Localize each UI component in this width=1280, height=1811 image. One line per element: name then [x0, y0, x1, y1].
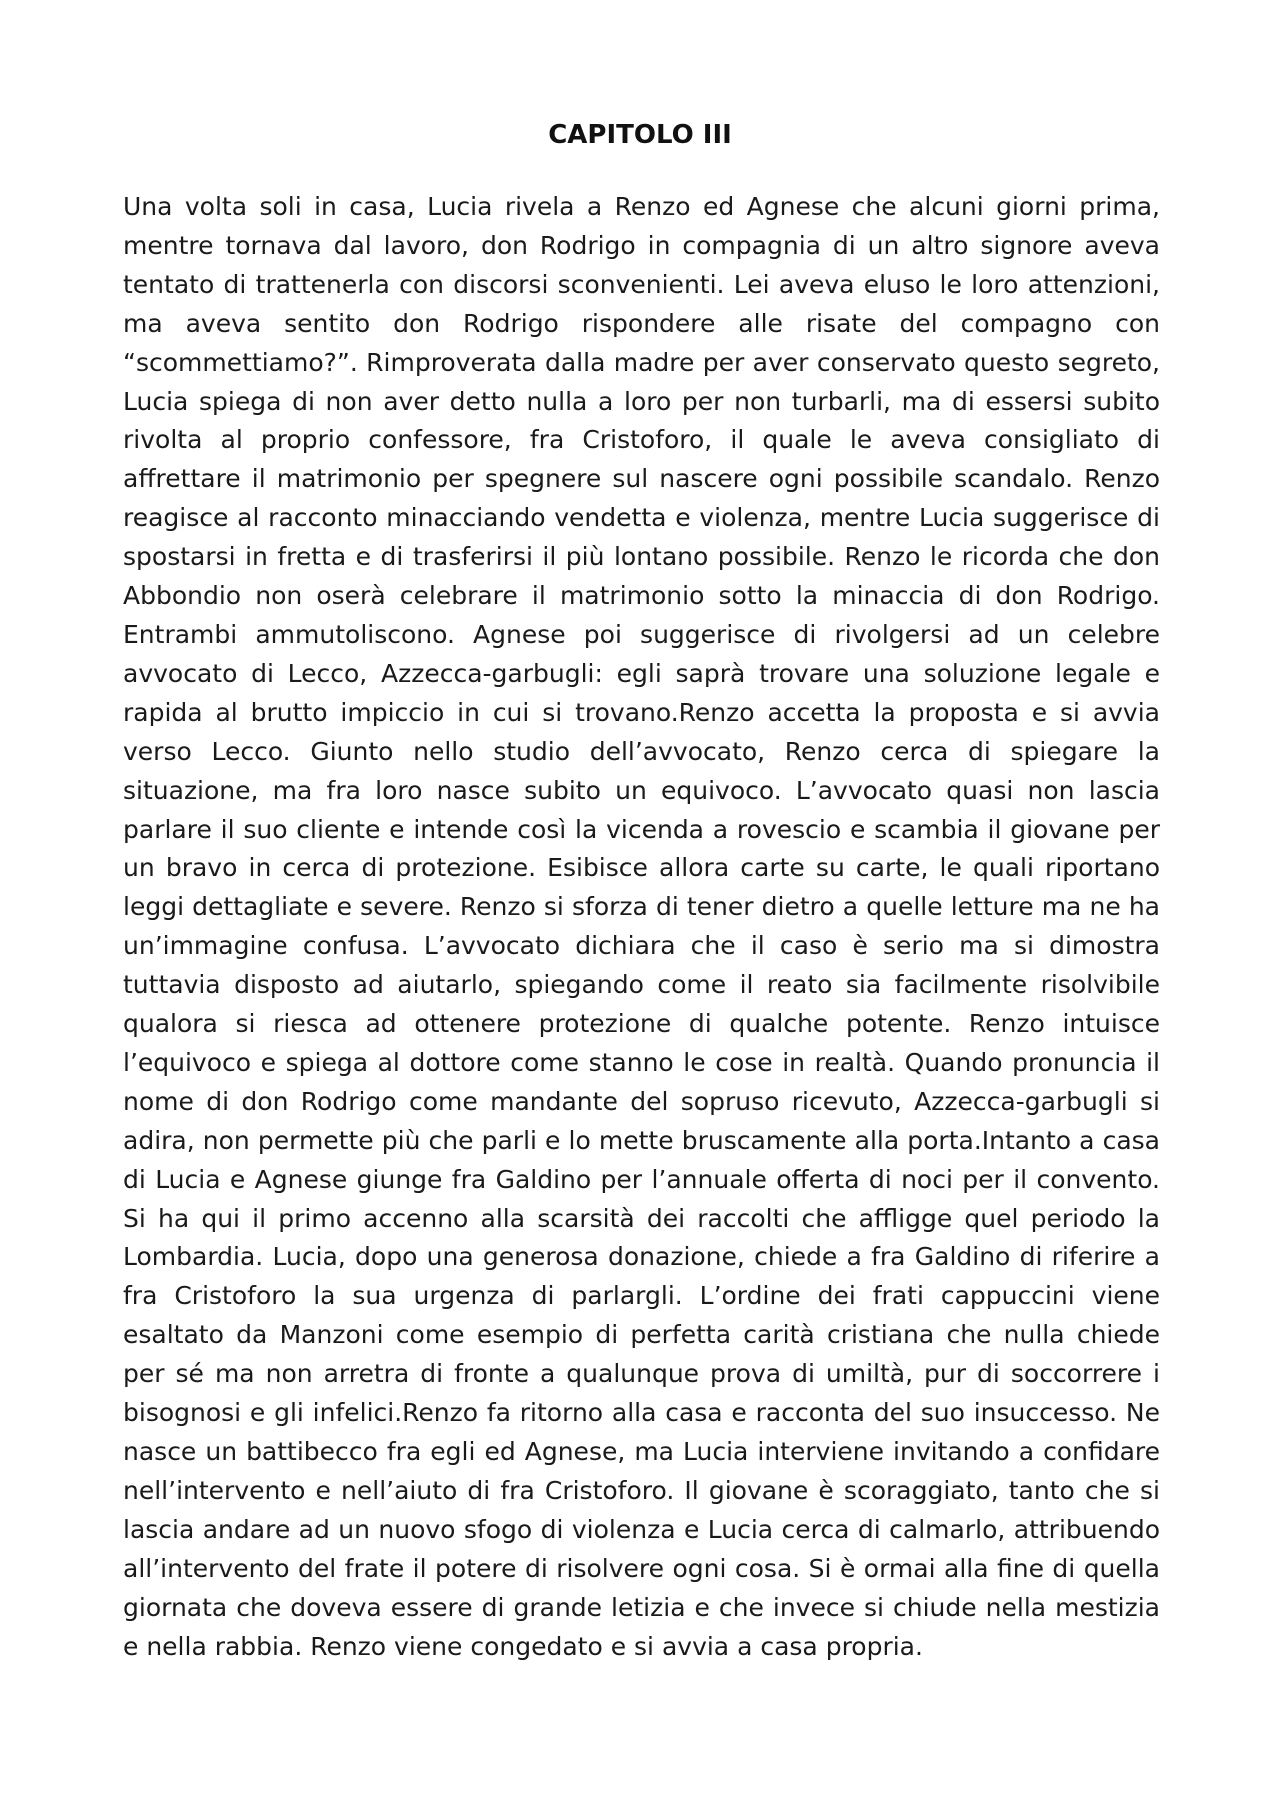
- chapter-title: CAPITOLO III: [548, 120, 732, 150]
- chapter-summary-paragraph: Una volta soli in casa, Lucia rivela a Renzo ed Agnese che alcuni giorni prima, mentre tornava dal lavoro, don Rodrigo in compagnia di un altro signore aveva tentato di trattenerla con discorsi sconvenienti. Lei aveva eluso le loro attenzioni, ma aveva sentito don Rodrigo rispondere alle risate del compagno con “scommettiamo?”. Rimproverata dalla madre per aver conservato questo segreto, Lucia spiega di non aver detto nulla a loro per non turbarli, ma di essersi subito rivolta al proprio confessore, fra Cristoforo, il quale le aveva consigliato di affrettare il matrimonio per spegnere sul nascere ogni possibile scandalo. Renzo reagisce al racconto minacciando vendetta e violenza, mentre Lucia suggerisce di spostarsi in fretta e di trasferirsi il più lontano possibile. Renzo le ricorda che don Abbondio non oserà celebrare il matrimonio sotto la minaccia di don Rodrigo. Entrambi ammutoliscono. Agnese poi suggerisce di rivolgersi ad un celebre avvocato di Lecco, Azzecca-garbugli: egli saprà trovare una soluzione legale e rapida al brutto impiccio in cui si trovano.Renzo accetta la proposta e si avvia verso Lecco. Giunto nello studio dell’avvocato, Renzo cerca di spiegare la situazione, ma fra loro nasce subito un equivoco. L’avvocato quasi non lascia parlare il suo cliente e intende così la vicenda a rovescio e scambia il giovane per un bravo in cerca di protezione. Esibisce allora carte su carte, le quali riportano leggi dettagliate e severe. Renzo si sforza di tener dietro a quelle letture ma ne ha un’immagine confusa. L’avvocato dichiara che il caso è serio ma si dimostra tuttavia disposto ad aiutarlo, spiegando come il reato sia facilmente risolvibile qualora si riesca ad ottenere protezione di qualche potente. Renzo intuisce l’equivoco e spiega al dottore come stanno le cose in realtà. Quando pronuncia il nome di don Rodrigo come mandante del sopruso ricevuto, Azzecca-garbugli si adira, non permette più che parli e lo mette bruscamente alla porta.Intanto a casa di Lucia e Agnese giunge fra Galdino per l’annuale offerta di noci per il convento. Si ha qui il primo accenno alla scarsità dei raccolti che affligge quel periodo la Lombardia. Lucia, dopo una generosa donazione, chiede a fra Galdino di riferire a fra Cristoforo la sua urgenza di parlargli. L’ordine dei frati cappuccini viene esaltato da Manzoni come esempio di perfetta carità cristiana che nulla chiede per sé ma non arretra di fronte a qualunque prova di umiltà, pur di soccorrere i bisognosi e gli infelici.Renzo fa ritorno alla casa e racconta del suo insuccesso. Ne nasce un battibecco fra egli ed Agnese, ma Lucia interviene invitando a confidare nell’intervento e nell’aiuto di fra Cristoforo. Il giovane è scoraggiato, tanto che si lascia andare ad un nuovo sfogo di violenza e Lucia cerca di calmarlo, attribuendo all’intervento del frate il potere di risolvere ogni cosa. Si è ormai alla fine di quella giornata che doveva essere di grande letizia e che invece si chiude nella mestizia e nella rabbia. Renzo viene congedato e si avvia a casa propria.: [123, 192, 1160, 1661]
